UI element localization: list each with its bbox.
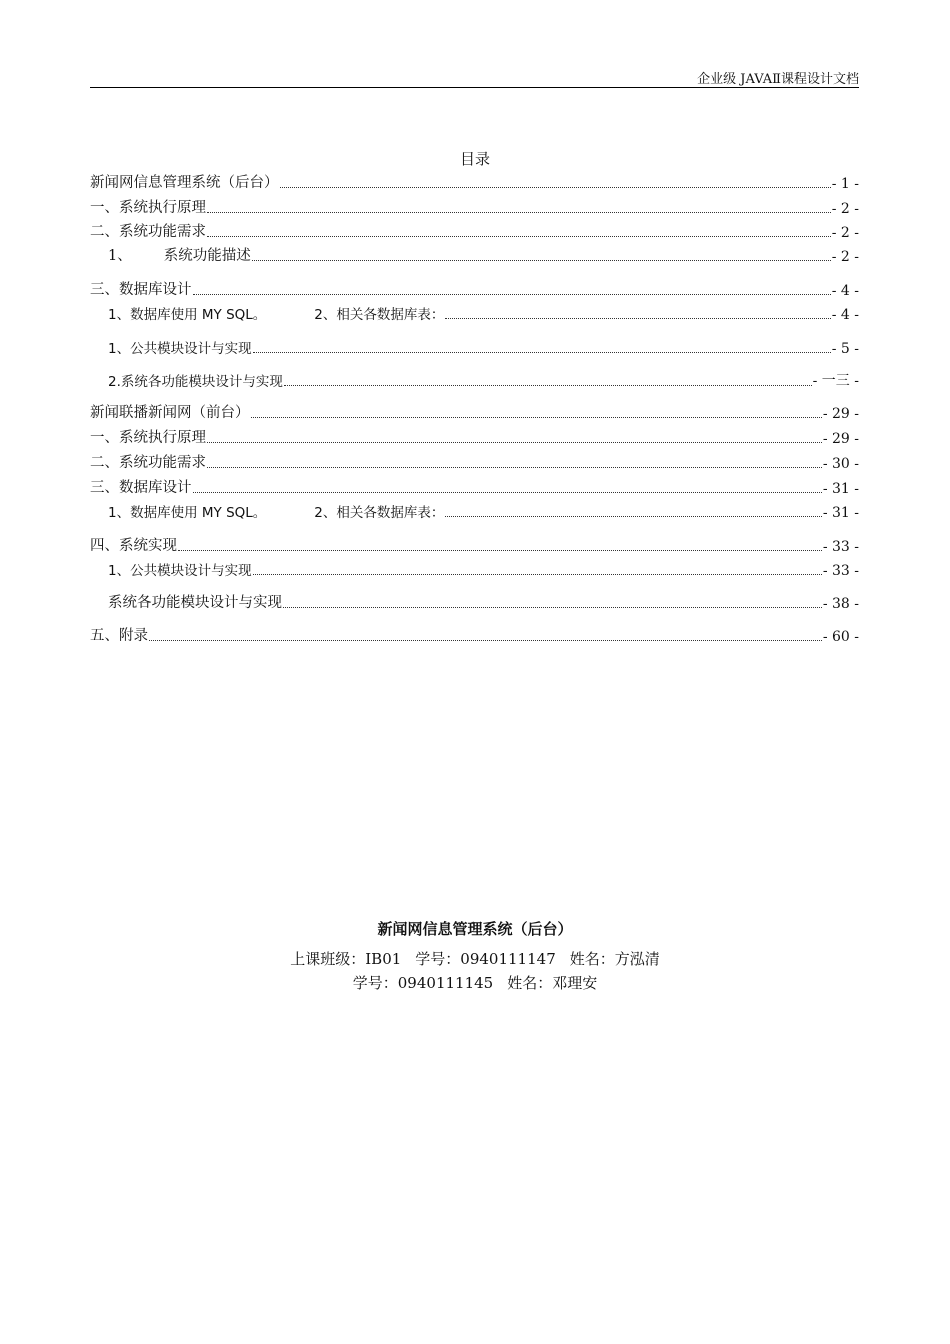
toc-entry[interactable] bbox=[108, 303, 859, 323]
toc-entry[interactable] bbox=[90, 477, 859, 497]
toc-entry-text: 二、系统功能需求 bbox=[90, 224, 206, 240]
toc-entry-page: - 1 - bbox=[831, 176, 859, 192]
cover-student-info bbox=[0, 948, 950, 969]
toc-entry-page: - 31 - bbox=[822, 481, 859, 497]
toc-entry[interactable] bbox=[108, 559, 859, 579]
toc-entry[interactable] bbox=[90, 402, 859, 422]
toc-entry-page: - 2 - bbox=[831, 225, 859, 241]
toc-leader-dots bbox=[445, 317, 830, 319]
toc-entry[interactable] bbox=[90, 427, 859, 447]
student-id: 学号：0940111145 bbox=[352, 974, 494, 992]
toc-entry-text: 新闻联播新闻网（前台） bbox=[90, 405, 250, 421]
toc-entry-text: 二、系统功能需求 bbox=[90, 455, 206, 471]
toc-entry[interactable] bbox=[108, 337, 859, 357]
toc-entry[interactable] bbox=[90, 625, 859, 645]
class-label: 上课班级：IB01 bbox=[290, 950, 402, 968]
toc-entry-text: 1、公共模块设计与实现 bbox=[108, 341, 252, 357]
toc-entry[interactable] bbox=[90, 172, 859, 192]
header-title: 企业级 JAVAⅡ课程设计文档 bbox=[697, 72, 859, 87]
toc-leader-dots bbox=[207, 441, 822, 443]
toc-entry-text: 四、系统实现 bbox=[90, 538, 177, 554]
toc-entry-text: 1、数据库使用 MY SQL。 bbox=[108, 307, 267, 323]
page-header bbox=[90, 66, 859, 88]
cover-student-info bbox=[0, 972, 950, 993]
toc-entry[interactable] bbox=[90, 452, 859, 472]
toc-leader-dots bbox=[253, 573, 822, 575]
toc-entry-page: - 33 - bbox=[822, 563, 859, 579]
toc-entry-page: - 5 - bbox=[831, 341, 859, 357]
toc-leader-dots bbox=[207, 211, 831, 213]
toc-entry-page: - 30 - bbox=[822, 456, 859, 472]
toc-entry-page: - 60 - bbox=[822, 629, 859, 645]
toc-leader-dots bbox=[193, 293, 831, 295]
toc-leader-dots bbox=[193, 491, 822, 493]
toc-leader-dots bbox=[283, 606, 822, 608]
toc-entry-page: - 2 - bbox=[831, 249, 859, 265]
toc-entry-subtext: 2、相关各数据库表： bbox=[314, 505, 445, 521]
toc-leader-dots bbox=[284, 384, 812, 386]
toc-leader-dots bbox=[207, 466, 822, 468]
toc-entry[interactable] bbox=[108, 592, 859, 612]
toc-entry-page: - 2 - bbox=[831, 201, 859, 217]
toc-leader-dots bbox=[178, 549, 822, 551]
toc-leader-dots bbox=[280, 186, 831, 188]
toc-title: 目录 bbox=[459, 150, 490, 168]
toc-leader-dots bbox=[207, 235, 831, 237]
toc-entry-page: - 29 - bbox=[822, 431, 859, 447]
student-name: 姓名：方泓清 bbox=[569, 950, 660, 968]
toc-entry-text: 系统功能描述 bbox=[163, 248, 251, 264]
toc-entry-text: 三、数据库设计 bbox=[90, 282, 192, 298]
toc-entry-subtext: 2、相关各数据库表： bbox=[314, 307, 445, 323]
toc-entry-page: - 一三 - bbox=[812, 373, 859, 389]
toc-entry-page: - 38 - bbox=[822, 596, 859, 612]
toc-entry[interactable] bbox=[90, 221, 859, 241]
cover-title: 新闻网信息管理系统（后台） bbox=[377, 920, 573, 938]
toc-leader-dots bbox=[252, 259, 831, 261]
toc-leader-dots bbox=[251, 416, 822, 418]
toc-entry-number: 1、 bbox=[108, 248, 132, 264]
toc-leader-dots bbox=[445, 515, 821, 517]
toc-entry-page: - 29 - bbox=[822, 406, 859, 422]
toc-entry-text: 系统各功能模块设计与实现 bbox=[108, 595, 282, 611]
toc-entry-page: - 33 - bbox=[822, 539, 859, 555]
toc-entry-page: - 31 - bbox=[822, 505, 859, 521]
toc-entry-text: 一、系统执行原理 bbox=[90, 430, 206, 446]
toc-leader-dots bbox=[253, 351, 831, 353]
toc-entry[interactable] bbox=[108, 370, 859, 390]
toc-entry-text: 五、附录 bbox=[90, 628, 148, 644]
toc-entry[interactable] bbox=[90, 197, 859, 217]
toc-entry-text: 1、数据库使用 MY SQL。 bbox=[108, 505, 267, 521]
toc-entry-page: - 4 - bbox=[831, 283, 859, 299]
student-id: 学号：0940111147 bbox=[415, 950, 556, 968]
toc-entry-text: 一、系统执行原理 bbox=[90, 200, 206, 216]
toc-leader-dots bbox=[149, 639, 822, 641]
toc-entry[interactable] bbox=[108, 501, 859, 521]
toc-entry-page: - 4 - bbox=[831, 307, 859, 323]
toc-entry[interactable] bbox=[90, 535, 859, 555]
student-name: 姓名：邓理安 bbox=[507, 974, 598, 992]
toc-entry-text: 新闻网信息管理系统（后台） bbox=[90, 175, 279, 191]
toc-entry-text: 2.系统各功能模块设计与实现 bbox=[108, 374, 283, 390]
toc-entry[interactable] bbox=[90, 279, 859, 299]
toc-entry-text: 1、公共模块设计与实现 bbox=[108, 563, 252, 579]
toc-entry-text: 三、数据库设计 bbox=[90, 480, 192, 496]
toc-entry[interactable] bbox=[108, 245, 859, 265]
